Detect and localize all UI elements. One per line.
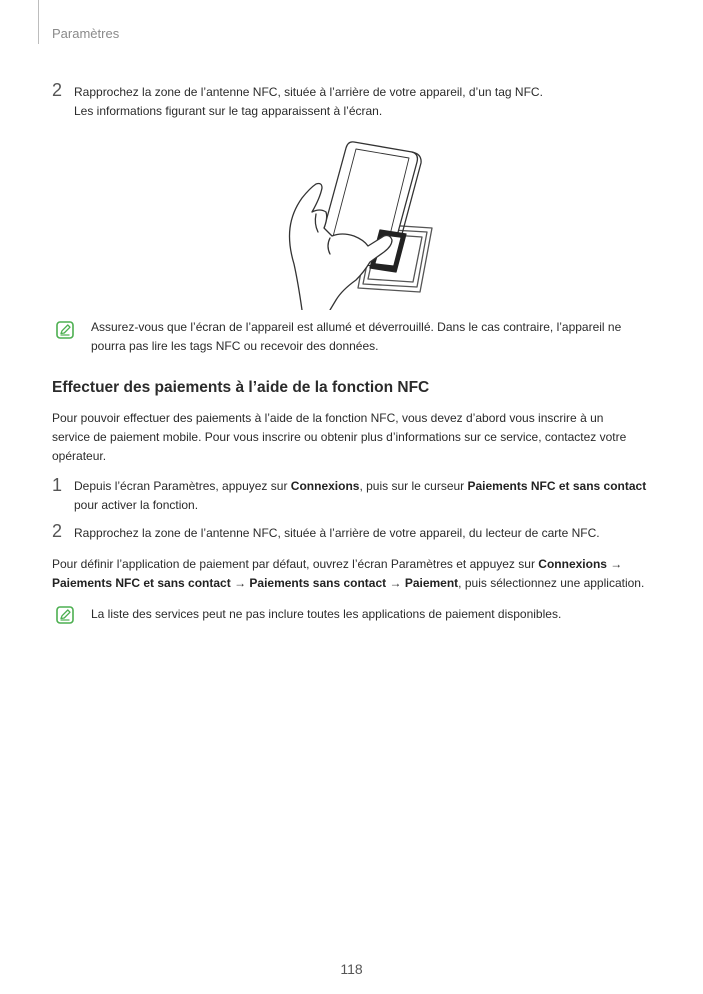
step-text xyxy=(74,83,543,121)
note-text-line: Assurez-vous que l’écran de l’appareil est allumé et déverrouillé. Dans le cas contraire, l’appareil ne xyxy=(91,320,622,334)
note-icon xyxy=(56,321,74,339)
step-text-line: Les informations figurant sur le tag apparaissent à l’écran. xyxy=(74,104,383,118)
header-divider xyxy=(38,0,39,44)
step-text xyxy=(74,477,646,515)
note-text xyxy=(91,318,621,356)
menu-connexions: Connexions xyxy=(538,557,607,571)
section-label: Paramètres xyxy=(52,26,120,41)
step-number: 1 xyxy=(52,475,63,495)
menu-nfc-payments: Paiements NFC et sans contact xyxy=(52,576,231,590)
switch-nfc-payments: Paiements NFC et sans contact xyxy=(467,479,647,493)
step-text-line: pour activer la fonction. xyxy=(74,498,199,512)
step-number: 2 xyxy=(52,80,63,100)
section-paragraph xyxy=(52,409,626,466)
step-text-line: Depuis l’écran Paramètres, appuyez sur Connexions, puis sur le curseur Paiements NFC et sans contact xyxy=(74,479,647,493)
paragraph-line: opérateur. xyxy=(52,449,107,463)
note-text-line: pourra pas lire les tags NFC ou recevoir des données. xyxy=(91,339,379,353)
step-text: Rapprochez la zone de l’antenne NFC, située à l’arrière de votre appareil, du lecteur de carte NFC. xyxy=(74,526,600,540)
section-heading: Effectuer des paiements à l’aide de la fonction NFC xyxy=(52,379,430,396)
paragraph-line: Pour définir l’application de paiement par défaut, ouvrez l’écran Paramètres et appuyez sur Connexions → xyxy=(52,557,623,571)
step-text-line: Rapprochez la zone de l’antenne NFC, située à l’arrière de votre appareil, d’un tag NFC. xyxy=(74,85,543,99)
note-text: La liste des services peut ne pas inclure toutes les applications de paiement disponibles. xyxy=(91,607,562,621)
menu-contactless-payments: Paiements sans contact xyxy=(249,576,387,590)
paragraph-line: service de paiement mobile. Pour vous inscrire ou obtenir plus d’informations sur ce service, contactez votre xyxy=(52,430,627,444)
page-number: 118 xyxy=(340,961,363,977)
default-app-paragraph xyxy=(52,555,644,593)
paragraph-line: Paiements NFC et sans contact → Paiements sans contact → Paiement, puis sélectionnez une application. xyxy=(52,576,645,590)
menu-payment: Paiement xyxy=(404,576,459,590)
nfc-tag-illustration xyxy=(272,132,442,310)
step-number: 2 xyxy=(52,521,63,541)
menu-connexions: Connexions xyxy=(290,479,360,493)
paragraph-line: Pour pouvoir effectuer des paiements à l’aide de la fonction NFC, vous devez d’abord vous inscrire à un xyxy=(52,411,604,425)
note-icon xyxy=(56,606,74,624)
